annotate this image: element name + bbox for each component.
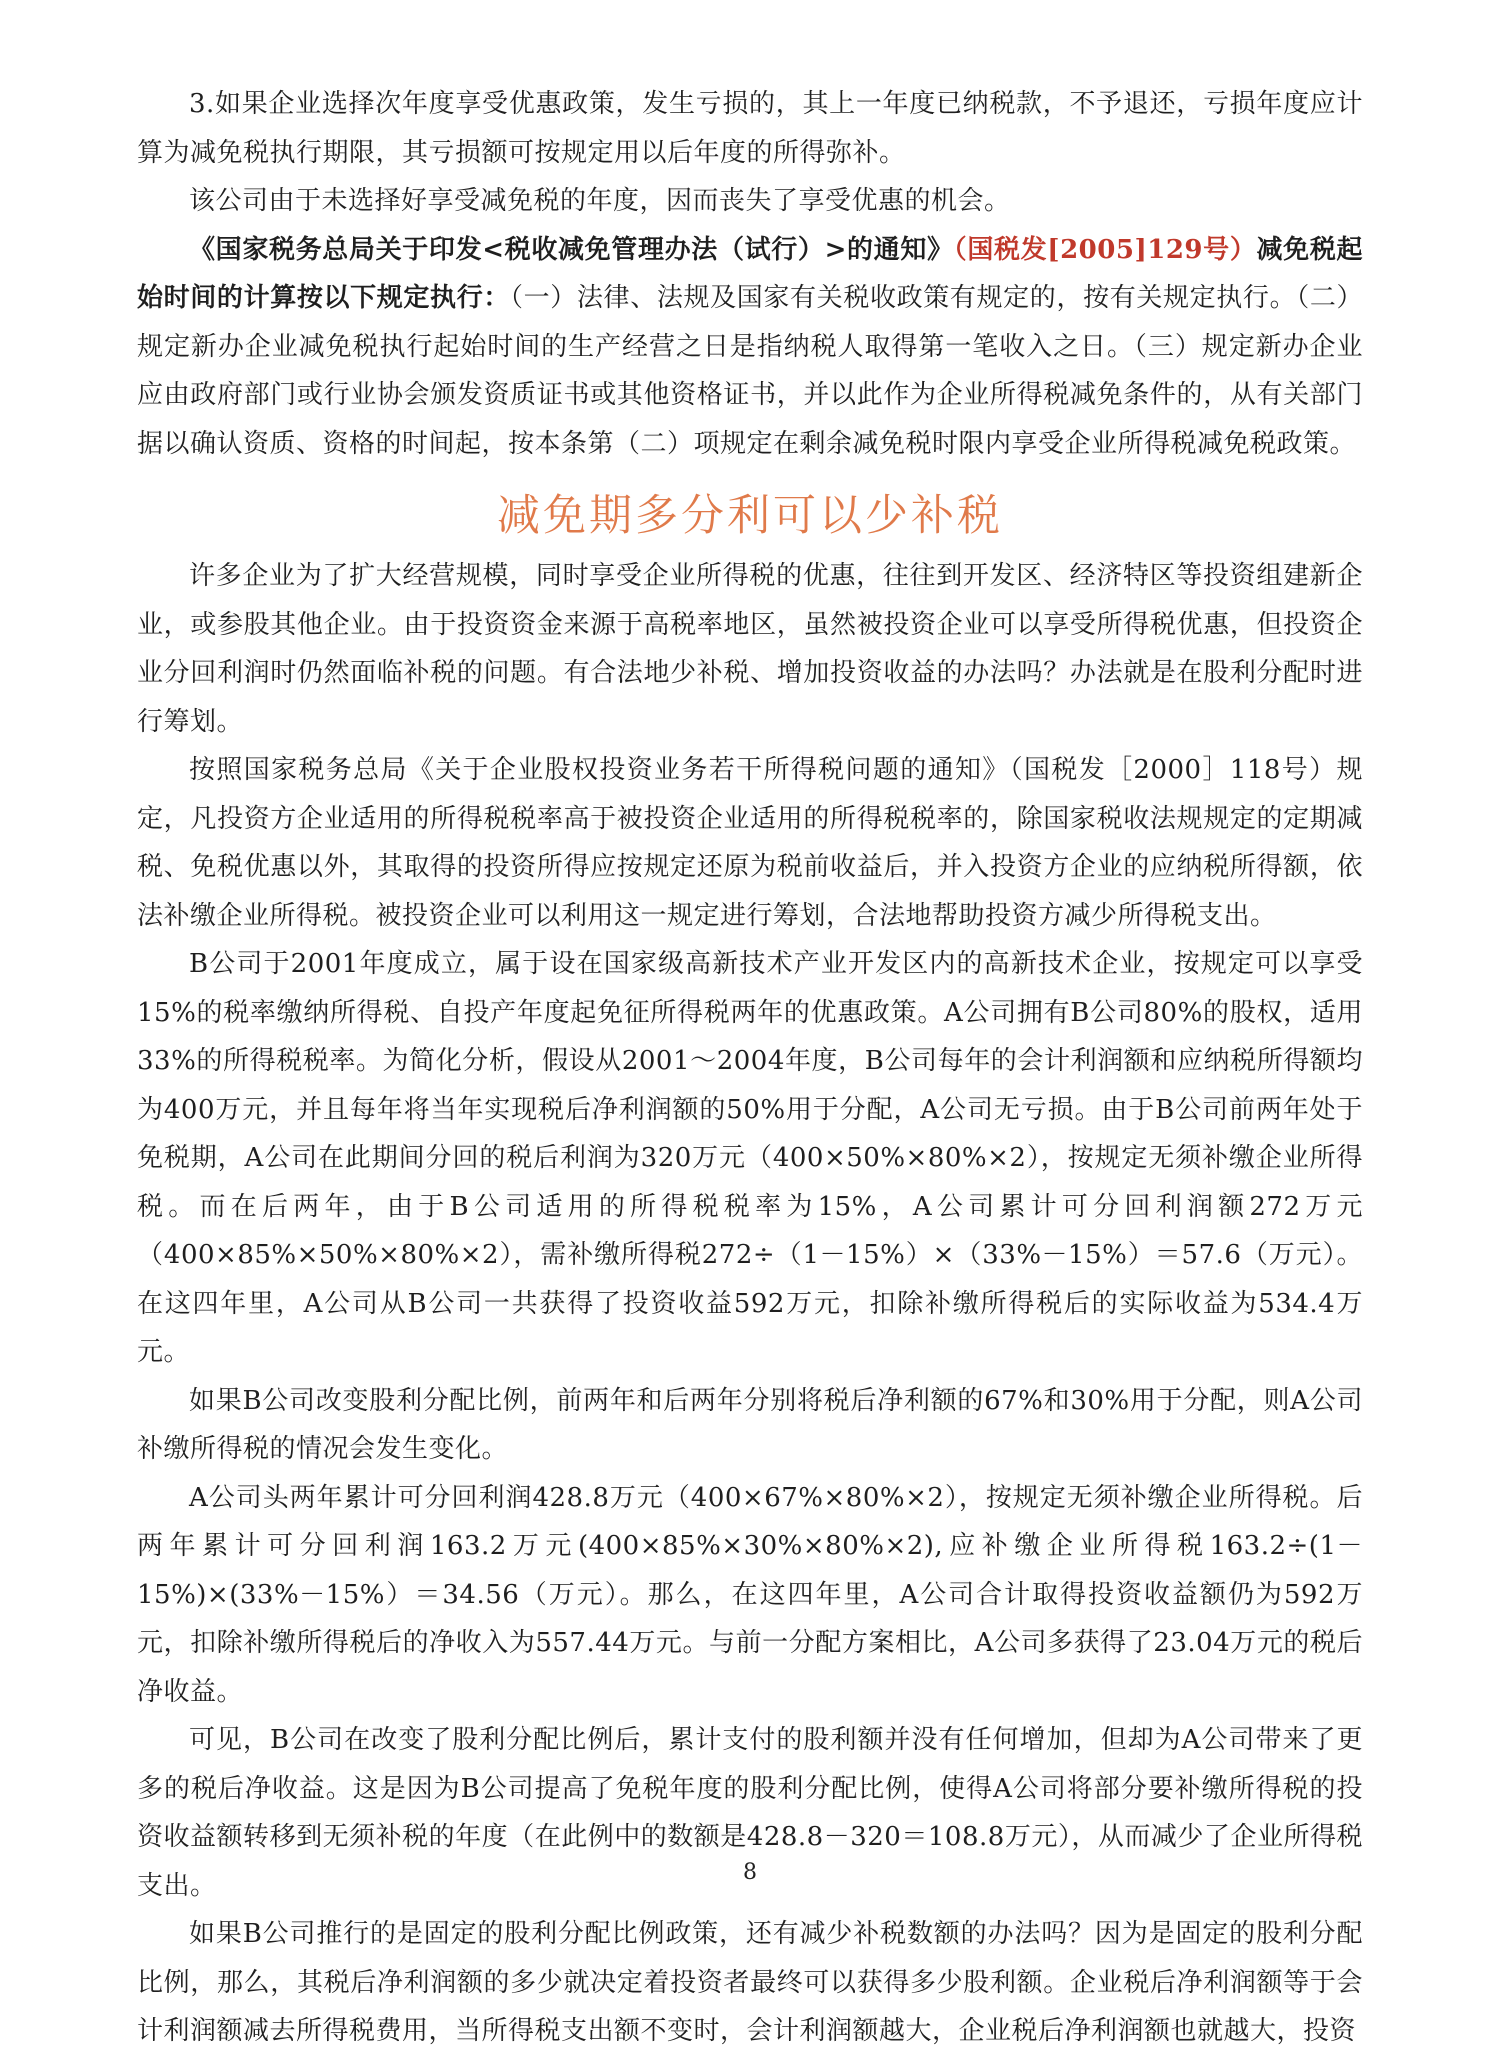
notice-paragraph <box>137 226 1363 469</box>
paragraph-loss-rule: 3.如果企业选择次年度享受优惠政策，发生亏损的，其上一年度已纳税款，不予退还，亏损年度应计算为减免税执行期限，其亏损额可按规定用以后年度的所得弥补。 <box>137 89 1363 168</box>
paragraph-conclusion: 可见，B公司在改变了股利分配比例后，累计支付的股利额并没有任何增加，但却为A公司带来了更多的税后净收益。这是因为B公司提高了免税年度的股利分配比例，使得A公司将部分要补缴所得税的投资收益额转移到无须补税的年度（在此例中的数额是428.8－320＝108.8万元），从而减少了企业所得税支出。 <box>137 1725 1363 1901</box>
paragraph-example-b-company: B公司于2001年度成立，属于设在国家级高新技术产业开发区内的高新技术企业，按规定可以享受15%的税率缴纳所得税、自投产年度起免征所得税两年的优惠政策。A公司拥有B公司80%的股权，适用33%的所得税税率。为简化分析，假设从2001～2004年度，B公司每年的会计利润额和应纳税所得额均为400万元，并且每年将当年实现税后净利润额的50%用于分配，A公司无亏损。由于B公司前两年处于免税期，A公司在此期间分回的税后利润为320万元（400×50%×80%×2），按规定无须补缴企业所得税。而在后两年，由于B公司适用的所得税税率为15%，A公司累计可分回利润额272万元（400×85%×50%×80%×2），需补缴所得税272÷（1－15%）×（33%－15%）＝57.6（万元）。在这四年里，A公司从B公司一共获得了投资收益592万元，扣除补缴所得税后的实际收益为534.4万元。 <box>137 949 1363 1367</box>
paragraph-intro: 许多企业为了扩大经营规模，同时享受企业所得税的优惠，往往到开发区、经济特区等投资组建新企业，或参股其他企业。由于投资资金来源于高税率地区，虽然被投资企业可以享受所得税优惠，但投资企业分回利润时仍然面临补税的问题。有合法地少补税、增加投资收益的办法吗？办法就是在股利分配时进行筹划。 <box>137 561 1363 737</box>
paragraph-regulation: 按照国家税务总局《关于企业股权投资业务若干所得税问题的通知》（国税发［2000］118号）规定，凡投资方企业适用的所得税税率高于被投资企业适用的所得税税率的，除国家税收法规规定的定期减税、免税优惠以外，其取得的投资所得应按规定还原为税前收益后，并入投资方企业的应纳税所得额，依法补缴企业所得税。被投资企业可以利用这一规定进行筹划，合法地帮助投资方减少所得税支出。 <box>137 755 1363 931</box>
paragraph-change-ratio: 如果B公司改变股利分配比例，前两年和后两年分别将税后净利额的67%和30%用于分配，则A公司补缴所得税的情况会发生变化。 <box>137 1385 1363 1464</box>
document-page <box>137 80 1363 2056</box>
paragraph-new-calculation: A公司头两年累计可分回利润428.8万元（400×67%×80%×2），按规定无须补缴企业所得税。后两年累计可分回利润163.2万元(400×85%×30%×80%×2),应补缴企业所得税163.2÷(1－15%)×(33%－15%）＝34.56（万元）。那么，在这四年里，A公司合计取得投资收益额仍为592万元，扣除补缴所得税后的净收入为557.44万元。与前一分配方案相比，A公司多获得了23.04万元的税后净收益。 <box>137 1482 1363 1707</box>
notice-lead: 减免税起始时间的计算按以下规定执行： <box>137 234 1363 313</box>
paragraph-fixed-ratio: 如果B公司推行的是固定的股利分配比例政策，还有减少补税数额的办法吗？因为是固定的股利分配比例，那么，其税后净利润额的多少就决定着投资者最终可以获得多少股利额。企业税后净利润额等于会计利润额减去所得税费用，当所得税支出额不变时，会计利润额越大，企业税后净利润额也就越大，投资 <box>137 1919 1363 2046</box>
notice-doc-number: （国税发[2005]129号） <box>953 234 1257 265</box>
section-title: 减免期多分利可以少补税 <box>497 491 1003 541</box>
paragraph-lost-opportunity: 该公司由于未选择好享受减免税的年度，因而丧失了享受优惠的机会。 <box>189 186 1011 216</box>
page-number: 8 <box>743 1860 757 1885</box>
notice-body: （一）法律、法规及国家有关税收政策有规定的，按有关规定执行。（二）规定新办企业减免税执行起始时间的生产经营之日是指纳税人取得第一笔收入之日。（三）规定新办企业应由政府部门或行业协会颁发资质证书或其他资格证书，并以此作为企业所得税减免条件的，从有关部门据以确认资质、资格的时间起，按本条第（二）项规定在剩余减免税时限内享受企业所得税减免税政策。 <box>137 283 1363 459</box>
notice-title: 《国家税务总局关于印发<税收减免管理办法（试行）>的通知》 <box>189 234 954 265</box>
